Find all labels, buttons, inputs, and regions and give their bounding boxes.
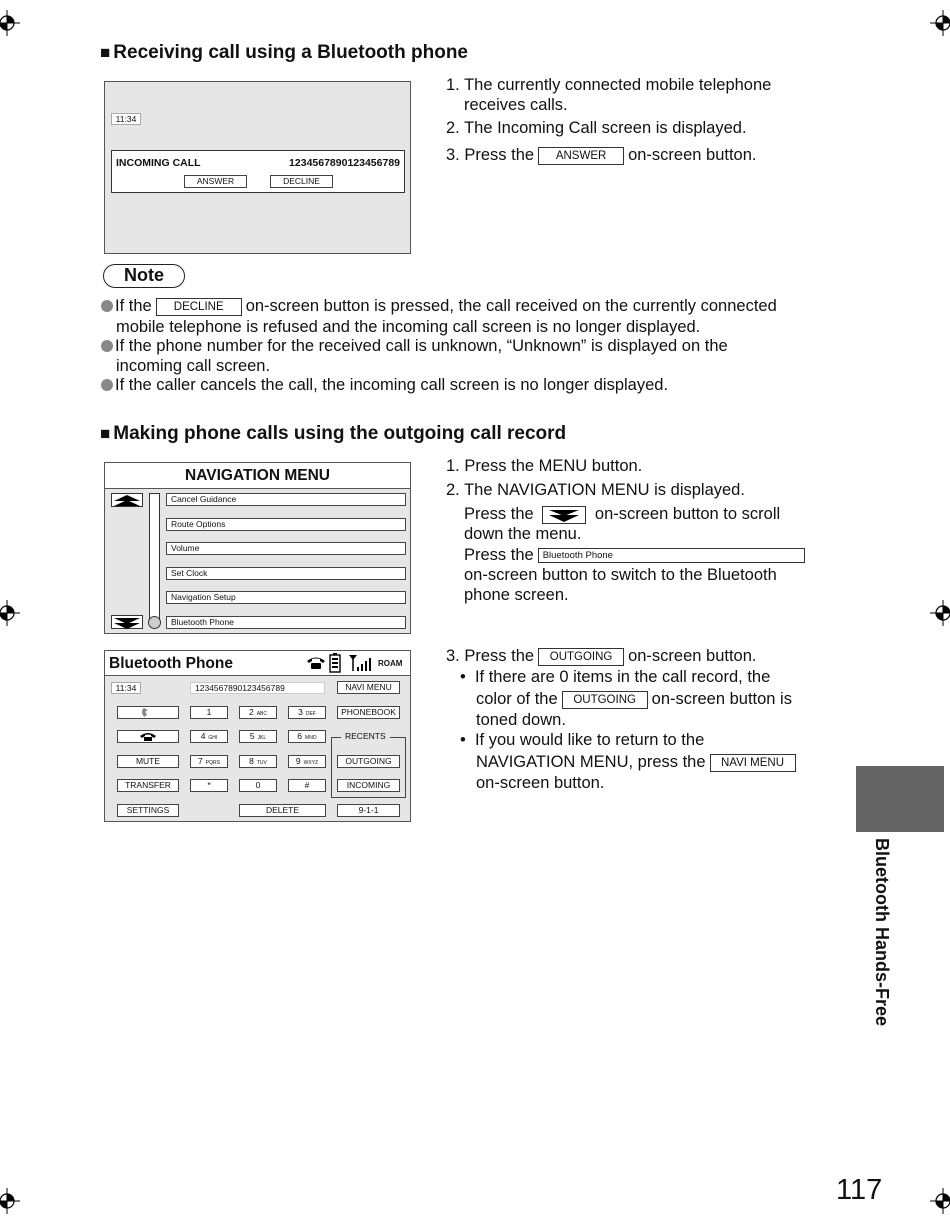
bullet-icon: • [460, 731, 466, 749]
outgoing-button-ref: OUTGOING [538, 648, 624, 666]
menu-item-cancel-guidance[interactable]: Cancel Guidance [166, 493, 406, 506]
delete-button[interactable]: DELETE [239, 804, 326, 817]
step2-2b: Press the Bluetooth Phone [464, 545, 809, 565]
scroll-down-button[interactable] [111, 615, 143, 629]
chapter-tab [856, 766, 944, 832]
key-8[interactable]: 8 TUV [239, 755, 277, 768]
step-3: 3. Press the ANSWER on-screen button. [446, 146, 757, 164]
registration-mark-icon [0, 10, 20, 36]
double-up-arrow-icon [112, 495, 142, 507]
bullet-1-line2: color of the OUTGOING on-screen button is [476, 690, 792, 708]
outgoing-button[interactable]: OUTGOING [337, 755, 400, 768]
outgoing-button-ref: OUTGOING [562, 691, 648, 709]
bt-clock: 11:34 [111, 682, 141, 694]
step2-2b-cont2: phone screen. [464, 586, 569, 604]
incoming-button[interactable]: INCOMING [337, 779, 400, 792]
battery-icon [329, 653, 341, 673]
registration-mark-icon [0, 1188, 20, 1214]
step2-1: 1. Press the MENU button. [446, 457, 643, 475]
note-badge: Note [103, 264, 185, 288]
transfer-button[interactable]: TRANSFER [117, 779, 179, 792]
key-0[interactable]: 0 [239, 779, 277, 792]
page-number: 117 [836, 1174, 883, 1206]
nav-menu-title-bar [105, 463, 410, 489]
key-6[interactable]: 6 MNO [288, 730, 326, 743]
key-9[interactable]: 9 WXYZ [288, 755, 326, 768]
bullet-dot-icon [101, 379, 113, 391]
dialed-number-display: 1234567890123456789 [190, 682, 325, 694]
note-item-1: If the DECLINE on-screen button is pressed, the call received on the currently connected [101, 296, 831, 316]
hangup-handset-icon [138, 731, 158, 742]
menu-item-route-options[interactable]: Route Options [166, 518, 406, 531]
step2-2: 2. The NAVIGATION MENU is displayed. [446, 481, 745, 499]
menu-item-bluetooth-phone[interactable]: Bluetooth Phone [166, 616, 406, 629]
incoming-call-label: INCOMING CALL [116, 157, 201, 169]
bt-title: Bluetooth Phone [109, 655, 233, 672]
bullet-dot-icon [101, 340, 113, 352]
registration-mark-icon [930, 10, 950, 36]
nav-menu-title: NAVIGATION MENU [185, 467, 330, 484]
double-down-arrow-icon [112, 617, 142, 629]
bullet-icon: • [460, 668, 466, 686]
key-4[interactable]: 4 GHI [190, 730, 228, 743]
settings-button[interactable]: SETTINGS [117, 804, 179, 817]
bullet-2-line2: NAVIGATION MENU, press the NAVI MENU [476, 752, 800, 772]
mute-button[interactable]: MUTE [117, 755, 179, 768]
note-item-2: If the phone number for the received call is unknown, “Unknown” is displayed on the [101, 336, 728, 356]
signal-strength-icon [348, 654, 372, 672]
emergency-911-button[interactable]: 9-1-1 [337, 804, 400, 817]
key-7[interactable]: 7 PQRS [190, 755, 228, 768]
navigation-menu-screen [104, 462, 411, 634]
decline-button-ref: DECLINE [156, 298, 242, 316]
step2-2a-cont: down the menu. [464, 525, 582, 543]
registration-mark-icon [930, 1188, 950, 1214]
answer-button-ref: ANSWER [538, 147, 624, 165]
bluetooth-phone-button-ref: Bluetooth Phone [538, 548, 805, 563]
section-heading-receiving: ■ Receiving call using a Bluetooth phone [100, 42, 468, 63]
menu-item-set-clock[interactable]: Set Clock [166, 567, 406, 580]
incoming-call-panel [111, 150, 405, 193]
square-bullet-icon: ■ [100, 43, 111, 62]
bullet-dot-icon [101, 300, 113, 312]
menu-item-navigation-setup[interactable]: Navigation Setup [166, 591, 406, 604]
bullet-1: • If there are 0 items in the call record, the [460, 668, 771, 686]
double-down-arrow-icon [547, 509, 581, 522]
key-5[interactable]: 5 JKL [239, 730, 277, 743]
step2-3: 3. Press the OUTGOING on-screen button. [446, 647, 757, 665]
key-2[interactable]: 2 ABC [239, 706, 277, 719]
navi-menu-button-ref: NAVI MENU [710, 754, 796, 772]
bluetooth-phone-screen [104, 650, 411, 822]
bullet-2: • If you would like to return to the [460, 731, 705, 749]
recents-label: RECENTS [341, 731, 390, 741]
square-bullet-icon: ■ [100, 424, 111, 443]
note-item-3: If the caller cancels the call, the incoming call screen is no longer displayed. [101, 375, 668, 395]
registration-mark-icon [930, 600, 950, 626]
menu-item-volume[interactable]: Volume [166, 542, 406, 555]
phonebook-button[interactable]: PHONEBOOK [337, 706, 400, 719]
note-item-2-cont: incoming call screen. [116, 357, 271, 375]
decline-button[interactable]: DECLINE [270, 175, 333, 188]
scrollbar-thumb[interactable] [148, 616, 161, 629]
bullet-2-line3: on-screen button. [476, 774, 605, 792]
step-1-cont: receives calls. [464, 96, 568, 114]
navi-menu-button[interactable]: NAVI MENU [337, 681, 400, 694]
note-item-1-cont: mobile telephone is refused and the incoming call screen is no longer displayed. [116, 318, 701, 336]
step-2: 2. The Incoming Call screen is displayed. [446, 119, 747, 137]
phone-status-icon [306, 656, 326, 670]
chapter-tab-label: Bluetooth Hands-Free [872, 838, 892, 1027]
scrollbar-track[interactable] [149, 493, 160, 619]
key-hash[interactable]: # [288, 779, 326, 792]
registration-mark-icon [0, 600, 20, 626]
step-1: 1. The currently connected mobile telephone [446, 76, 772, 94]
incoming-call-screen [104, 81, 411, 254]
hangup-button[interactable] [117, 730, 179, 743]
step2-2b-cont: on-screen button to switch to the Bluetooth [464, 566, 777, 584]
bullet-1-line3: toned down. [476, 711, 566, 729]
scroll-up-button[interactable] [111, 493, 143, 507]
key-3[interactable]: 3 DEF [288, 706, 326, 719]
section-heading-making-calls: ■ Making phone calls using the outgoing call record [100, 423, 567, 444]
bt-title-bar [105, 651, 410, 676]
step2-2a: Press the on-screen button to scroll [464, 505, 781, 523]
key-star[interactable]: * [190, 779, 228, 792]
incoming-number: 1234567890123456789 [289, 157, 400, 169]
scroll-down-button-ref [542, 506, 586, 524]
call-button[interactable] [117, 706, 179, 719]
clock-display: 11:34 [111, 113, 141, 125]
call-handset-icon [138, 707, 158, 718]
key-1[interactable]: 1 [190, 706, 228, 719]
answer-button[interactable]: ANSWER [184, 175, 247, 188]
roam-indicator: ROAM [378, 659, 403, 668]
